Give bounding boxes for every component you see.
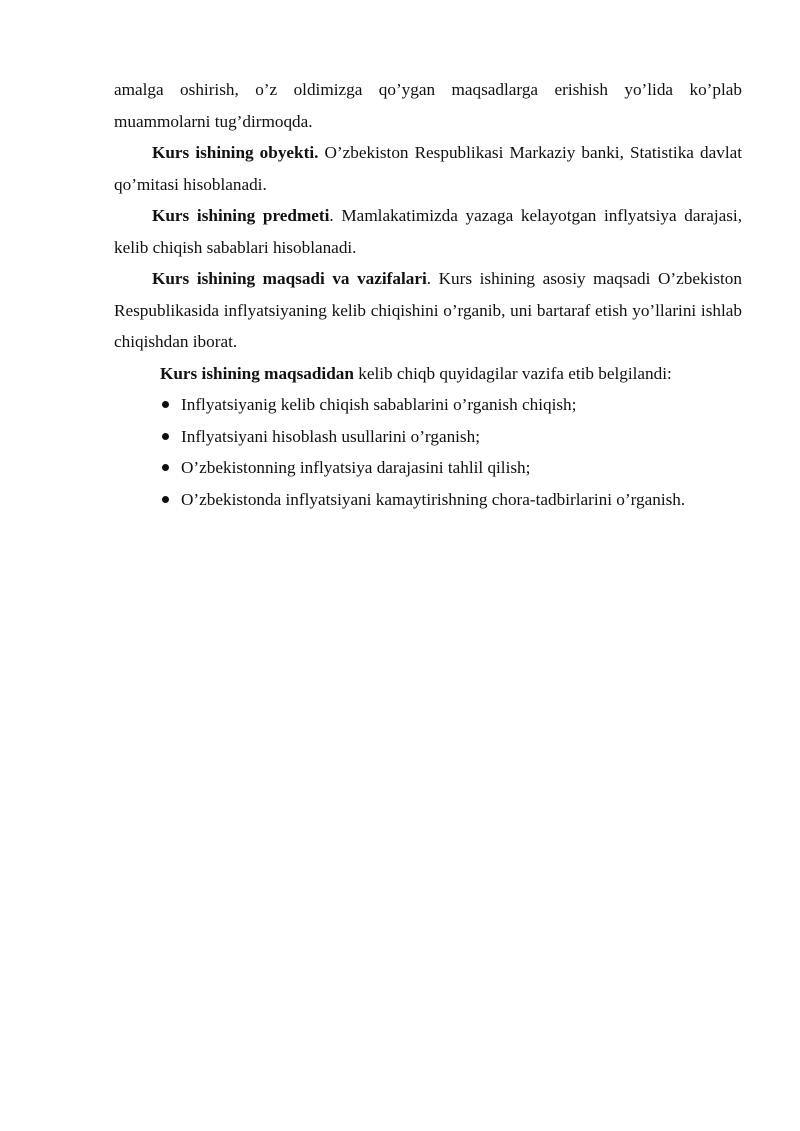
list-item: [162, 452, 742, 484]
bullet-icon: [162, 433, 169, 440]
subject-heading: Kurs ishining predmeti: [152, 206, 330, 225]
list-item: [162, 389, 742, 421]
list-item: [162, 421, 742, 453]
object-heading: Kurs ishining obyekti.: [152, 143, 319, 162]
goals-text: . Kurs ishining asosiy maqsadi O’zbekiston Respublikasida inflyatsiyaning kelib chiqishini o’rganib, uni bartaraf etish yo’llarini ishlab chiqishdan iborat.: [114, 269, 742, 351]
bullet-icon: [162, 401, 169, 408]
tasks-paragraph: [114, 358, 742, 390]
object-paragraph: [114, 137, 742, 200]
intro-paragraph: amalga oshirish, o’z oldimizga qo’ygan maqsadlarga erishish yo’lida ko’plab muammolarni tug’dirmoqda.: [114, 80, 742, 131]
bullet-icon: [162, 464, 169, 471]
goals-heading: Kurs ishining maqsadi va vazifalari: [152, 269, 427, 288]
list-item-text: O’zbekistonda inflyatsiyani kamaytirishning chora-tadbirlarini o’rganish.: [181, 489, 686, 509]
list-item-text: O’zbekistonning inflyatsiya darajasini tahlil qilish;: [181, 458, 531, 477]
list-item-text: Inflyatsiyani hisoblash usullarini o’rganish;: [181, 426, 480, 446]
tasks-heading: Kurs ishining maqsadidan: [160, 363, 354, 383]
subject-text: . Mamlakatimizda yazaga kelayotgan inflyatsiya darajasi, kelib chiqish sabablari hisoblanadi.: [114, 206, 742, 257]
tasks-text: kelib chiqb quyidagilar vazifa etib belgilandi:: [353, 363, 672, 383]
subject-paragraph: [114, 200, 742, 263]
object-text: O’zbekiston Respublikasi Markaziy banki, Statistika davlat qo’mitasi hisoblanadi.: [114, 143, 742, 194]
goals-paragraph: [114, 263, 742, 358]
document-page: [114, 74, 742, 515]
tasks-list: [114, 389, 742, 515]
list-item-text: Inflyatsiyanig kelib chiqish sabablarini o’rganish chiqish;: [181, 395, 577, 414]
bullet-icon: [162, 496, 169, 503]
list-item: [162, 484, 742, 516]
